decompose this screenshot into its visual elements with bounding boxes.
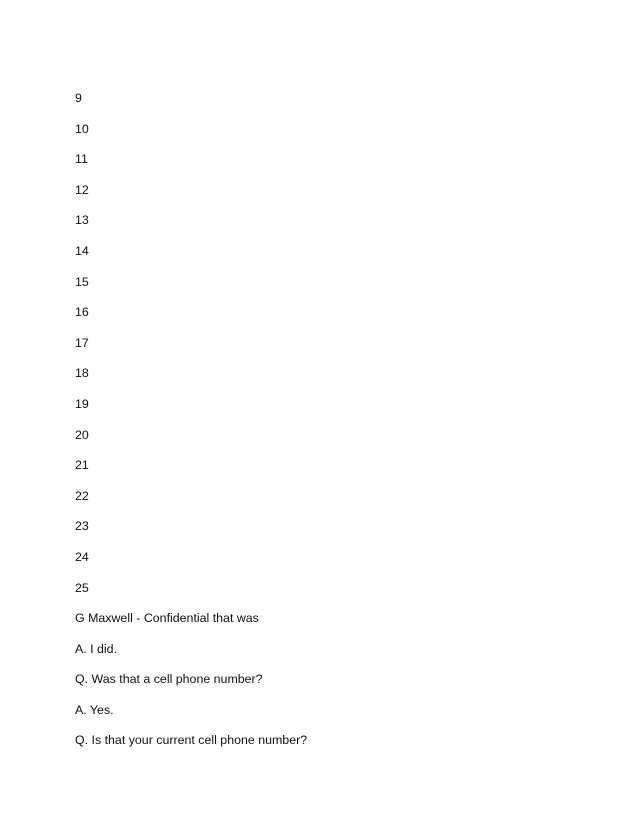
line-number: 19 bbox=[75, 396, 89, 411]
line-number: 22 bbox=[75, 488, 89, 503]
line-number: 20 bbox=[75, 427, 89, 442]
line-number: 9 bbox=[75, 91, 82, 105]
line-number: 11 bbox=[75, 152, 88, 167]
line-number: 25 bbox=[75, 580, 89, 595]
line-number: 24 bbox=[75, 549, 89, 564]
line-number: 13 bbox=[75, 213, 89, 228]
line-number: 21 bbox=[75, 458, 89, 473]
line-number: 23 bbox=[75, 519, 89, 534]
transcript-header-line: G Maxwell - Confidential that was bbox=[75, 611, 259, 626]
question-line: Q. Is that your current cell phone number? bbox=[75, 733, 308, 748]
line-number: 15 bbox=[75, 274, 89, 289]
answer-line: A. I did. bbox=[75, 641, 118, 656]
line-number: 10 bbox=[75, 121, 89, 136]
line-number: 17 bbox=[75, 335, 89, 350]
transcript-lines bbox=[75, 91, 595, 764]
line-number: 12 bbox=[75, 182, 89, 197]
line-number: 18 bbox=[75, 366, 89, 381]
line-number: 16 bbox=[75, 305, 89, 320]
line-number: 14 bbox=[75, 243, 89, 258]
answer-line: A. Yes. bbox=[75, 702, 114, 717]
question-line: Q. Was that a cell phone number? bbox=[75, 672, 263, 687]
